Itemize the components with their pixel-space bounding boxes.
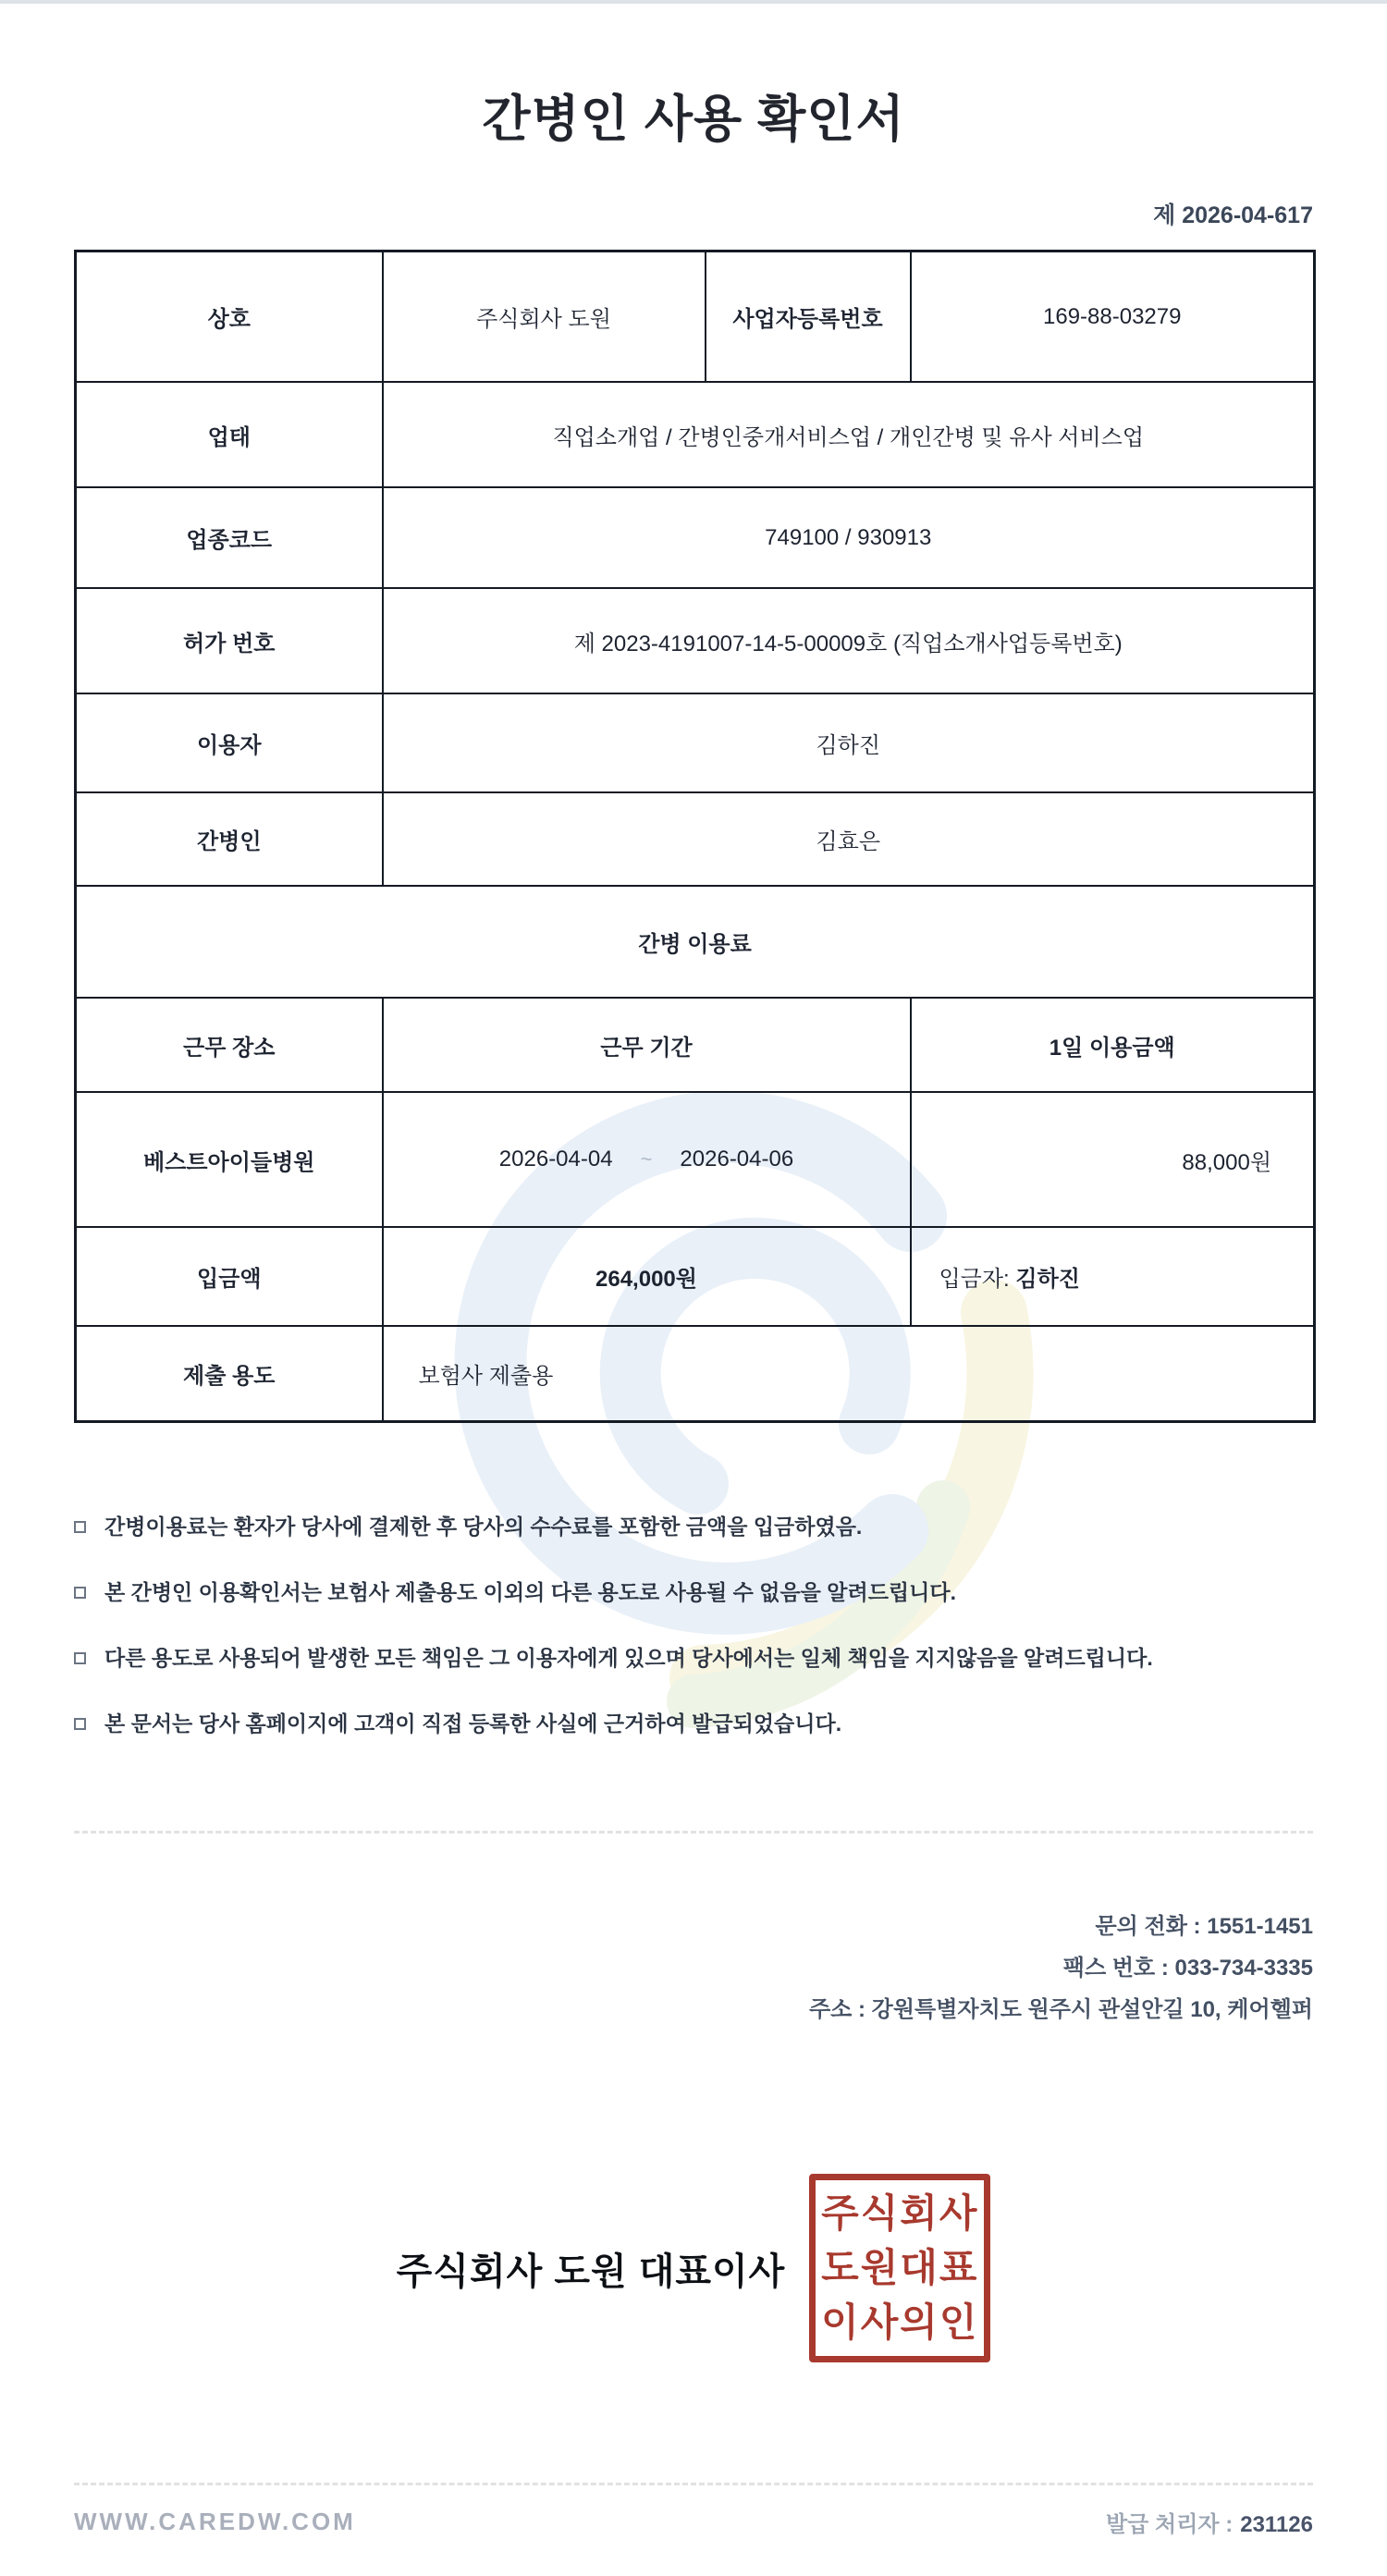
user-value: 김하진 [383,693,1315,792]
confirmation-table [74,250,1316,1423]
industry-code-value: 749100 / 930913 [383,487,1315,588]
work-place-header: 근무 장소 [76,998,383,1092]
daily-fee-value: 88,000원 [911,1092,1315,1227]
table-row-user [76,693,1315,792]
license-label: 허가 번호 [76,588,383,693]
table-row-fee-header [76,998,1315,1092]
business-reg-label: 사업자등록번호 [706,251,911,383]
depositor-name: 김하진 [1015,1267,1080,1292]
issuer-label: 발급 처리자 : [1105,2512,1234,2537]
page-title: 간병인 사용 확인서 [482,92,905,147]
seal-text-line: 이사의인 [821,2300,979,2344]
industry-code-label: 업종코드 [76,487,383,588]
purpose-value: 보험사 제출용 [383,1326,1315,1422]
website-url: WWW.CAREDW.COM [74,2508,356,2535]
contact-address: 주소 : 강원특별자치도 원주시 관설안길 10, 케어헬퍼 [808,1997,1313,2022]
signature-block [74,2174,1313,2362]
period-tilde: ~ [640,1147,653,1171]
business-reg-value: 169-88-03279 [911,251,1315,383]
note-text: 본 문서는 당사 홈페이지에 고객이 직접 등록한 사실에 근거하여 발급되었습니다. [104,1711,842,1736]
ceo-signature-text: 주식회사 도원 대표이사 [396,2251,786,2292]
seal-text-line: 주식회사 [821,2191,979,2235]
depositor-label: 입금자: [939,1267,1010,1292]
table-row-caregiver [76,792,1315,886]
company-label: 상호 [76,251,383,383]
table-row-industry-code [76,487,1315,588]
business-type-label: 업태 [76,382,383,487]
dashed-divider [74,2483,1313,2485]
company-value: 주식회사 도원 [383,251,706,383]
fee-section-title: 간병 이용료 [76,886,1315,998]
table-row-fee-section [76,886,1315,998]
page-top-strip [0,0,1387,4]
business-type-value: 직업소개업 / 간병인중개서비스업 / 개인간병 및 유사 서비스업 [383,382,1315,487]
issuer-info [1106,2506,1313,2538]
table-row-license [76,588,1315,693]
daily-fee-header: 1일 이용금액 [911,998,1315,1092]
table-row-deposit [76,1227,1315,1326]
contact-info [74,1906,1313,2030]
notes-list [74,1512,1313,1738]
caregiver-value: 김효은 [383,792,1315,886]
caregiver-label: 간병인 [76,792,383,886]
table-row-fee-data [76,1092,1315,1227]
deposit-label: 입금액 [76,1227,383,1326]
contact-fax: 팩스 번호 : 033-734-3335 [1062,1956,1313,1981]
dashed-divider [74,1831,1313,1834]
issuer-value: 231126 [1240,2512,1313,2537]
period-start-date: 2026-04-04 [498,1147,613,1171]
contact-phone: 문의 전화 : 1551-1451 [1095,1914,1313,1939]
document-number: 제 2026-04-617 [1153,202,1313,228]
deposit-amount: 264,000원 [383,1227,911,1326]
note-text: 본 간병인 이용확인서는 보험사 제출용도 이외의 다른 용도로 사용될 수 없음을 알려드립니다. [104,1580,956,1604]
work-period-value [383,1092,911,1227]
table-row-business-type [76,382,1315,487]
depositor-cell [911,1227,1315,1326]
note-text: 다른 용도로 사용되어 발생한 모든 책임은 그 이용자에게 있으며 당사에서는 일체 책임을 지지않음을 알려드립니다. [104,1646,1153,1670]
work-place-value: 베스트아이들병원 [76,1092,383,1227]
note-item [74,1643,1313,1673]
square-bullet-icon [74,1521,86,1533]
table-row-purpose [76,1326,1315,1422]
note-item [74,1512,1313,1541]
work-period-header: 근무 기간 [383,998,911,1092]
license-value: 제 2023-4191007-14-5-00009호 (직업소개사업등록번호) [383,588,1315,693]
note-text: 간병이용료는 환자가 당사에 결제한 후 당사의 수수료를 포함한 금액을 입금하였음. [104,1515,863,1539]
page-footer [74,2506,1313,2538]
square-bullet-icon [74,1718,86,1730]
note-item [74,1577,1313,1607]
corporate-seal [809,2174,990,2362]
period-end-date: 2026-04-06 [680,1147,794,1171]
square-bullet-icon [74,1587,86,1599]
user-label: 이용자 [76,693,383,792]
note-item [74,1709,1313,1738]
document-body [0,85,1387,2538]
table-row-company [76,251,1315,383]
purpose-label: 제출 용도 [76,1326,383,1422]
seal-text-line: 도원대표 [821,2246,979,2289]
square-bullet-icon [74,1652,86,1664]
